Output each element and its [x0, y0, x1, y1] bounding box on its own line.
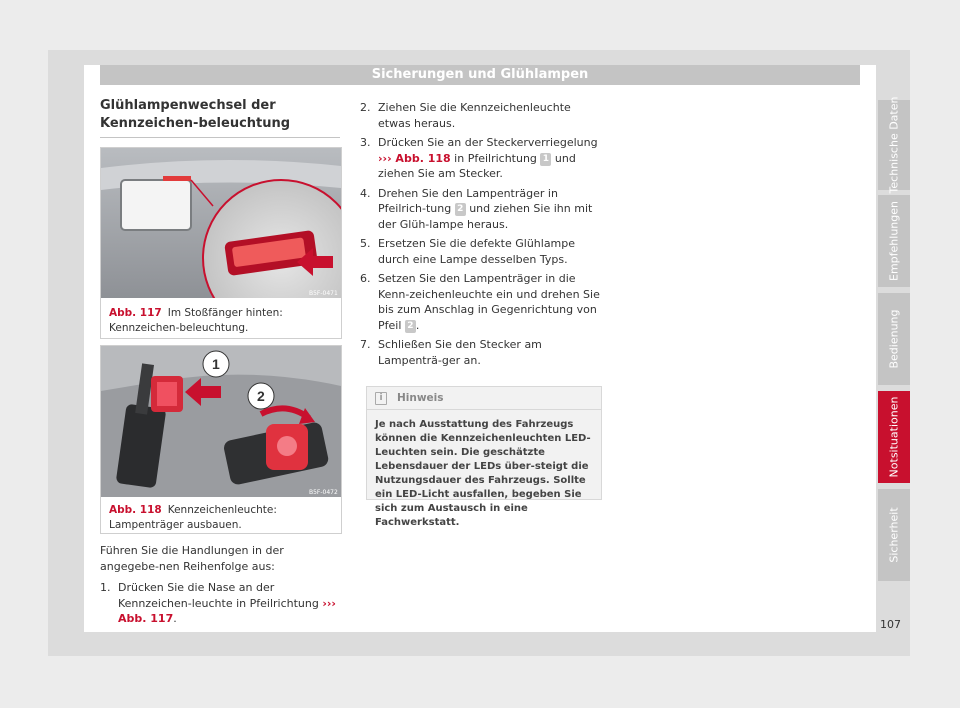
step-number: 1. [100, 581, 111, 594]
section-header: Sicherungen und Glühlampen [100, 65, 860, 85]
tab-label: Technische Daten [887, 96, 901, 194]
callout-badge: 1 [540, 153, 551, 166]
step-text: Setzen Sie den Lampenträger in die Kenn-zeichenleuchte ein und drehen Sie bis zum Anschlag in Gegenrichtung von Pfeil [378, 272, 600, 332]
step-text: und ziehen Sie am Stecker. [378, 151, 576, 180]
step-7 [360, 337, 605, 368]
figure-117-caption-text: Im Stoßfänger hinten: Kennzeichen-beleuchtung. [109, 307, 283, 334]
tab-label: Sicherheit [887, 507, 901, 563]
figure-118-label: Abb. 118 [109, 504, 162, 516]
callout-1: 1 [212, 356, 220, 372]
tab-technische-daten[interactable] [878, 96, 910, 194]
step-6 [360, 271, 605, 333]
step-1 [100, 580, 345, 627]
step-text: Ersetzen Sie die defekte Glühlampe durch eine Lampe desselben Typs. [378, 237, 576, 266]
instructions-column-2 [360, 100, 605, 372]
step-2 [360, 100, 605, 131]
step-5 [360, 236, 605, 267]
figure-117-label: Abb. 117 [109, 307, 162, 319]
tab-notsituationen[interactable] [878, 391, 910, 483]
hint-header [367, 387, 601, 410]
page-title: Glühlampenwechsel der Kennzeichen-beleuchtung [100, 98, 291, 131]
figure-reference-link[interactable]: ››› Abb. 117 [118, 596, 336, 625]
step-text: Schließen Sie den Stecker am Lampenträ-ger an. [378, 338, 542, 367]
step-number: 6. [360, 272, 371, 285]
step-number: 7. [360, 338, 371, 351]
title-divider [100, 137, 340, 138]
figure-118-caption-text: Kennzeichenleuchte: Lampenträger ausbauen. [109, 504, 277, 531]
instructions-column-1 [100, 543, 345, 631]
step-text: in Pfeilrichtung [454, 151, 537, 165]
step-text: Drehen Sie den Lampenträger in Pfeilrich-tung [378, 186, 558, 215]
step-4 [360, 186, 605, 233]
tab-bedienung[interactable] [878, 293, 910, 385]
callout-badge: 2 [455, 203, 466, 216]
step-end: . [173, 612, 177, 625]
tab-label: Notsituationen [887, 396, 901, 478]
figure-117-image [101, 148, 341, 298]
step-text: Drücken Sie die Nase an der Kennzeichen-leuchte in Pfeilrichtung [118, 581, 319, 610]
step-number: 3. [360, 136, 371, 149]
figure-118-caption [109, 503, 335, 533]
tab-empfehlungen[interactable] [878, 195, 910, 287]
hint-text: Je nach Ausstattung des Fahrzeugs können die Kennzeichenleuchten LED-Leuchten sein. Die geschätzte Lebensdauer der LEDs über-steigt die Nutzungsdauer des Fahrzeugs. Sollte ein LED-Licht ausfallen, begeben Sie sich zum Austausch in eine Fachwerkstatt. [375, 419, 591, 528]
figure-reference-link[interactable]: ››› Abb. 118 [378, 151, 451, 165]
page-number: 107 [880, 618, 901, 631]
lamp-carrier-illustration [101, 346, 341, 497]
hint-title: Hinweis [397, 392, 444, 404]
tab-label: Bedienung [887, 309, 901, 369]
tab-label: Empfehlungen [887, 201, 901, 281]
step-number: 2. [360, 101, 371, 114]
figure-118-image [101, 346, 341, 497]
intro-text: Führen Sie die Handlungen in der angegebe-nen Reihenfolge aus: [100, 544, 284, 573]
info-icon: i [375, 392, 387, 405]
figure-118 [100, 345, 342, 534]
callout-2: 2 [257, 388, 265, 404]
hint-box [366, 386, 602, 528]
step-number: 4. [360, 186, 371, 200]
figure-117-code: B5F-0471 [309, 290, 338, 297]
step-3 [360, 135, 605, 182]
callout-badge: 2 [405, 320, 416, 333]
license-plate-light-illustration [101, 148, 341, 298]
figure-117 [100, 147, 342, 339]
step-text: Drücken Sie an der Steckerverriegelung [378, 136, 598, 149]
tab-sicherheit[interactable] [878, 489, 910, 581]
figure-117-caption [109, 306, 335, 336]
step-text: Ziehen Sie die Kennzeichenleuchte etwas heraus. [378, 101, 571, 130]
step-text: und ziehen Sie ihn mit der Glüh-lampe heraus. [378, 202, 593, 231]
figure-118-code: B5F-0472 [309, 489, 338, 496]
step-text: . [415, 318, 420, 332]
step-number: 5. [360, 237, 371, 250]
